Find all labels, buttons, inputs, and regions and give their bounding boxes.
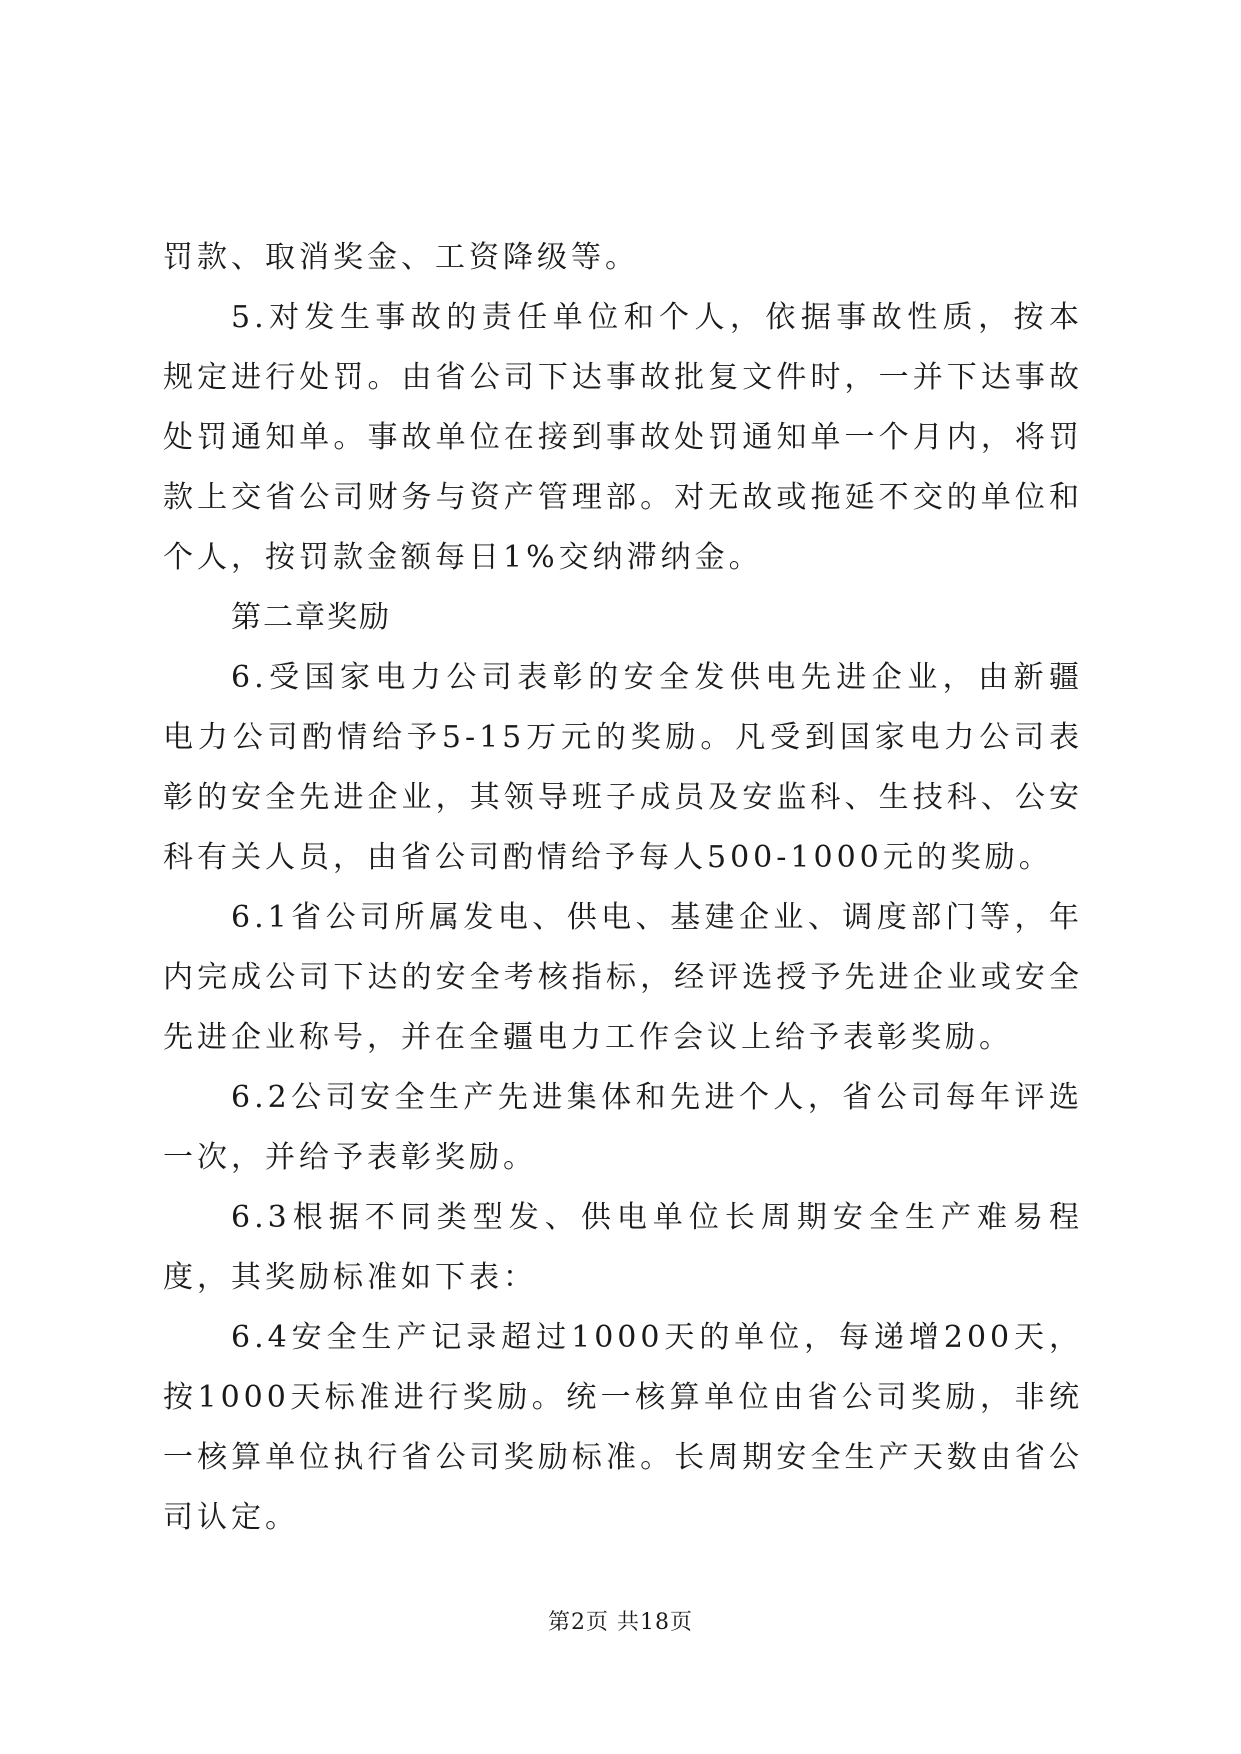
paragraph-continuation: 罚款、取消奖金、工资降级等。 xyxy=(163,240,639,275)
paragraph-6-4: 6.4安全生产记录超过1000天的单位，每递增200天，按1000天标准进行奖励。统一核算单位由省公司奖励，非统一核算单位执行省公司奖励标准。长周期安全生产天数由省公司认定。 xyxy=(163,1320,1083,1535)
paragraph-6-2: 6.2公司安全生产先进集体和先进个人，省公司每年评选一次，并给予表彰奖励。 xyxy=(163,1080,1083,1175)
chapter-heading: 第二章奖励 xyxy=(231,600,391,635)
page-number-footer: 第2页 共18页 xyxy=(548,1610,693,1635)
paragraph-6-3: 6.3根据不同类型发、供电单位长周期安全生产难易程度，其奖励标准如下表： xyxy=(163,1200,1083,1295)
paragraph-5: 5.对发生事故的责任单位和个人，依据事故性质，按本规定进行处罚。由省公司下达事故批复文件时，一并下达事故处罚通知单。事故单位在接到事故处罚通知单一个月内，将罚款上交省公司财务与资产管理部。对无故或拖延不交的单位和个人，按罚款金额每日1%交纳滞纳金。 xyxy=(163,300,1083,575)
paragraph-6-1: 6.1省公司所属发电、供电、基建企业、调度部门等，年内完成公司下达的安全考核指标，经评选授予先进企业或安全先进企业称号，并在全疆电力工作会议上给予表彰奖励。 xyxy=(163,900,1083,1055)
paragraph-6: 6.受国家电力公司表彰的安全发供电先进企业，由新疆电力公司酌情给予5-15万元的奖励。凡受到国家电力公司表彰的安全先进企业，其领导班子成员及安监科、生技科、公安科有关人员，由省公司酌情给予每人500-1000元的奖励。 xyxy=(163,660,1083,875)
document-body xyxy=(163,228,1083,1548)
